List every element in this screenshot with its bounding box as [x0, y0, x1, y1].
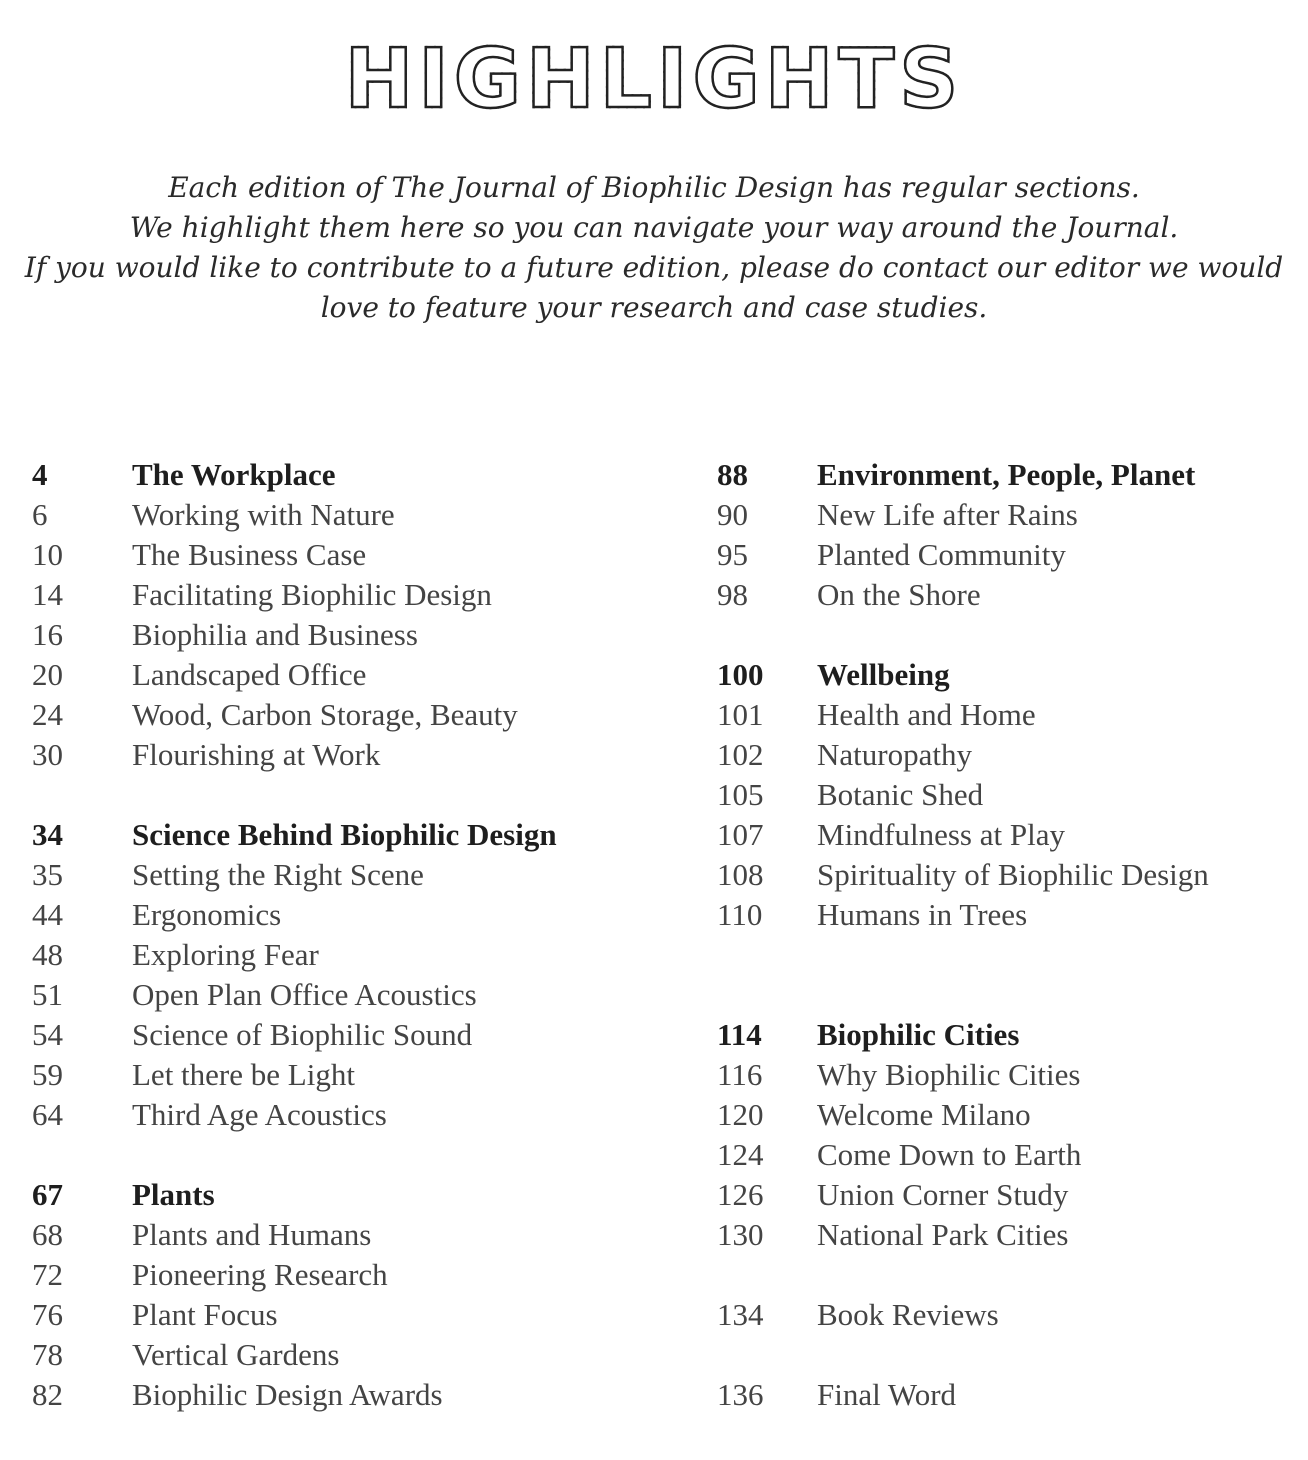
- item-title: National Park Cities: [817, 1217, 1069, 1252]
- page-number: 136: [717, 1377, 764, 1412]
- section-spacer: [717, 615, 1297, 655]
- page-number: 134: [717, 1297, 764, 1332]
- page-number: 124: [717, 1137, 764, 1172]
- section-heading-workplace[interactable]: [32, 455, 672, 495]
- item-title: Facilitating Biophilic Design: [132, 577, 492, 612]
- item-title: Landscaped Office: [132, 657, 367, 692]
- contents-right-column: [717, 455, 1297, 1415]
- page-number: 20: [32, 657, 63, 692]
- intro-line: love to feature your research and case studies.: [320, 291, 988, 324]
- page-number: 114: [717, 1017, 762, 1052]
- contents-item[interactable]: [717, 775, 1297, 815]
- page-number: 120: [717, 1097, 764, 1132]
- page-number: 34: [32, 817, 63, 852]
- contents-left-column: [32, 455, 672, 1415]
- page-number: 35: [32, 857, 63, 892]
- contents-item[interactable]: [32, 1375, 672, 1415]
- item-title: Pioneering Research: [132, 1257, 388, 1292]
- item-title: Welcome Milano: [817, 1097, 1031, 1132]
- contents-item[interactable]: [32, 895, 672, 935]
- item-title: Health and Home: [817, 697, 1036, 732]
- contents-item[interactable]: [717, 495, 1297, 535]
- item-title: Science of Biophilic Sound: [132, 1017, 473, 1052]
- item-title: Plant Focus: [132, 1297, 278, 1332]
- item-title: Working with Nature: [132, 497, 395, 532]
- section-spacer: [32, 775, 672, 815]
- contents-item[interactable]: [717, 1095, 1297, 1135]
- page-number: 82: [32, 1377, 63, 1412]
- contents-item[interactable]: [32, 1095, 672, 1135]
- contents-item[interactable]: [32, 615, 672, 655]
- page-number: 4: [32, 457, 48, 492]
- section-title: Environment, People, Planet: [817, 457, 1196, 492]
- page-number: 67: [32, 1177, 63, 1212]
- page-number: 59: [32, 1057, 63, 1092]
- page-number: 110: [717, 897, 763, 932]
- contents-item[interactable]: [32, 855, 672, 895]
- contents-item[interactable]: [717, 575, 1297, 615]
- contents-item[interactable]: [32, 1335, 672, 1375]
- page-number: 78: [32, 1337, 63, 1372]
- contents-item[interactable]: [717, 695, 1297, 735]
- page-number: 10: [32, 537, 63, 572]
- item-title: Book Reviews: [817, 1297, 999, 1332]
- page-number: 101: [717, 697, 764, 732]
- item-title: Biophilic Design Awards: [132, 1377, 443, 1412]
- section-title: Wellbeing: [817, 657, 950, 692]
- item-title: Mindfulness at Play: [817, 817, 1065, 852]
- section-title: Biophilic Cities: [817, 1017, 1020, 1052]
- page-number: 88: [717, 457, 748, 492]
- page-number: 16: [32, 617, 63, 652]
- page-number: 64: [32, 1097, 63, 1132]
- section-heading-wellbeing[interactable]: [717, 655, 1297, 695]
- page-number: 68: [32, 1217, 63, 1252]
- page-number: 48: [32, 937, 63, 972]
- page-number: 98: [717, 577, 748, 612]
- item-title: Spirituality of Biophilic Design: [817, 857, 1209, 892]
- item-title: Flourishing at Work: [132, 737, 381, 772]
- section-title: Science Behind Biophilic Design: [132, 817, 557, 852]
- page-number: 14: [32, 577, 63, 612]
- intro-line: Each edition of The Journal of Biophilic Design has regular sections.: [168, 171, 1140, 204]
- contents-item[interactable]: [717, 895, 1297, 935]
- intro-text: [20, 168, 1288, 328]
- page-number: 24: [32, 697, 63, 732]
- contents-item[interactable]: [717, 1175, 1297, 1215]
- contents-item[interactable]: [32, 695, 672, 735]
- item-title: Planted Community: [817, 537, 1066, 572]
- contents-item[interactable]: [32, 1055, 672, 1095]
- section-title: Plants: [132, 1177, 215, 1212]
- contents-item[interactable]: [32, 1295, 672, 1335]
- item-title: Botanic Shed: [817, 777, 984, 812]
- contents-item[interactable]: [32, 535, 672, 575]
- item-title: Wood, Carbon Storage, Beauty: [132, 697, 518, 732]
- item-title: Union Corner Study: [817, 1177, 1069, 1212]
- page-number: 90: [717, 497, 748, 532]
- section-spacer: [717, 1335, 1297, 1375]
- section-heading-science[interactable]: [32, 815, 672, 855]
- contents-item-book-reviews[interactable]: [717, 1295, 1297, 1335]
- item-title: Let there be Light: [132, 1057, 355, 1092]
- page-number: 72: [32, 1257, 63, 1292]
- page-number: 76: [32, 1297, 63, 1332]
- section-heading-cities[interactable]: [717, 1015, 1297, 1055]
- page-number: 6: [32, 497, 48, 532]
- item-title: Final Word: [817, 1377, 957, 1412]
- item-title: Humans in Trees: [817, 897, 1028, 932]
- contents-item[interactable]: [32, 935, 672, 975]
- section-spacer: [32, 1135, 672, 1175]
- page-number: 116: [717, 1057, 763, 1092]
- page-number: 102: [717, 737, 764, 772]
- section-spacer: [717, 975, 1297, 1015]
- item-title: Open Plan Office Acoustics: [132, 977, 477, 1012]
- page-number: 51: [32, 977, 63, 1012]
- item-title: Come Down to Earth: [817, 1137, 1082, 1172]
- contents-item[interactable]: [32, 975, 672, 1015]
- contents-item[interactable]: [717, 1055, 1297, 1095]
- contents-item[interactable]: [32, 1215, 672, 1255]
- page-number: 95: [717, 537, 748, 572]
- page-number: 105: [717, 777, 764, 812]
- section-title: The Workplace: [132, 457, 336, 492]
- contents-item[interactable]: [717, 815, 1297, 855]
- item-title: Vertical Gardens: [132, 1337, 340, 1372]
- item-title: The Business Case: [132, 537, 367, 572]
- item-title: On the Shore: [817, 577, 981, 612]
- section-heading-plants[interactable]: [32, 1175, 672, 1215]
- page-number: 54: [32, 1017, 63, 1052]
- page-number: 100: [717, 657, 764, 692]
- contents-item[interactable]: [717, 1135, 1297, 1175]
- page-title: HIGHLIGHTS: [0, 30, 1308, 130]
- item-title: Setting the Right Scene: [132, 857, 424, 892]
- intro-line: If you would like to contribute to a future edition, please do contact our editor we would: [24, 251, 1284, 284]
- contents-item[interactable]: [32, 495, 672, 535]
- page-number: 108: [717, 857, 764, 892]
- page-number: 126: [717, 1177, 764, 1212]
- item-title: Why Biophilic Cities: [817, 1057, 1081, 1092]
- contents-item[interactable]: [717, 535, 1297, 575]
- section-heading-environment[interactable]: [717, 455, 1297, 495]
- item-title: Exploring Fear: [132, 937, 319, 972]
- contents-item[interactable]: [717, 855, 1297, 895]
- contents-item[interactable]: [32, 1255, 672, 1295]
- section-spacer: [717, 1255, 1297, 1295]
- intro-line: We highlight them here so you can navigate your way around the Journal.: [129, 211, 1179, 244]
- contents-item[interactable]: [717, 735, 1297, 775]
- contents-item[interactable]: [32, 655, 672, 695]
- item-title: Third Age Acoustics: [132, 1097, 387, 1132]
- contents-item[interactable]: [32, 575, 672, 615]
- item-title: Ergonomics: [132, 897, 282, 932]
- item-title: New Life after Rains: [817, 497, 1078, 532]
- contents-item[interactable]: [32, 1015, 672, 1055]
- contents-item[interactable]: [32, 735, 672, 775]
- section-spacer: [717, 935, 1297, 975]
- contents-item[interactable]: [717, 1215, 1297, 1255]
- page-number: 130: [717, 1217, 764, 1252]
- page-number: 30: [32, 737, 63, 772]
- item-title: Biophilia and Business: [132, 617, 418, 652]
- page-number: 44: [32, 897, 63, 932]
- item-title: Naturopathy: [817, 737, 972, 772]
- item-title: Plants and Humans: [132, 1217, 372, 1252]
- contents-item-final-word[interactable]: [717, 1375, 1297, 1415]
- page-number: 107: [717, 817, 764, 852]
